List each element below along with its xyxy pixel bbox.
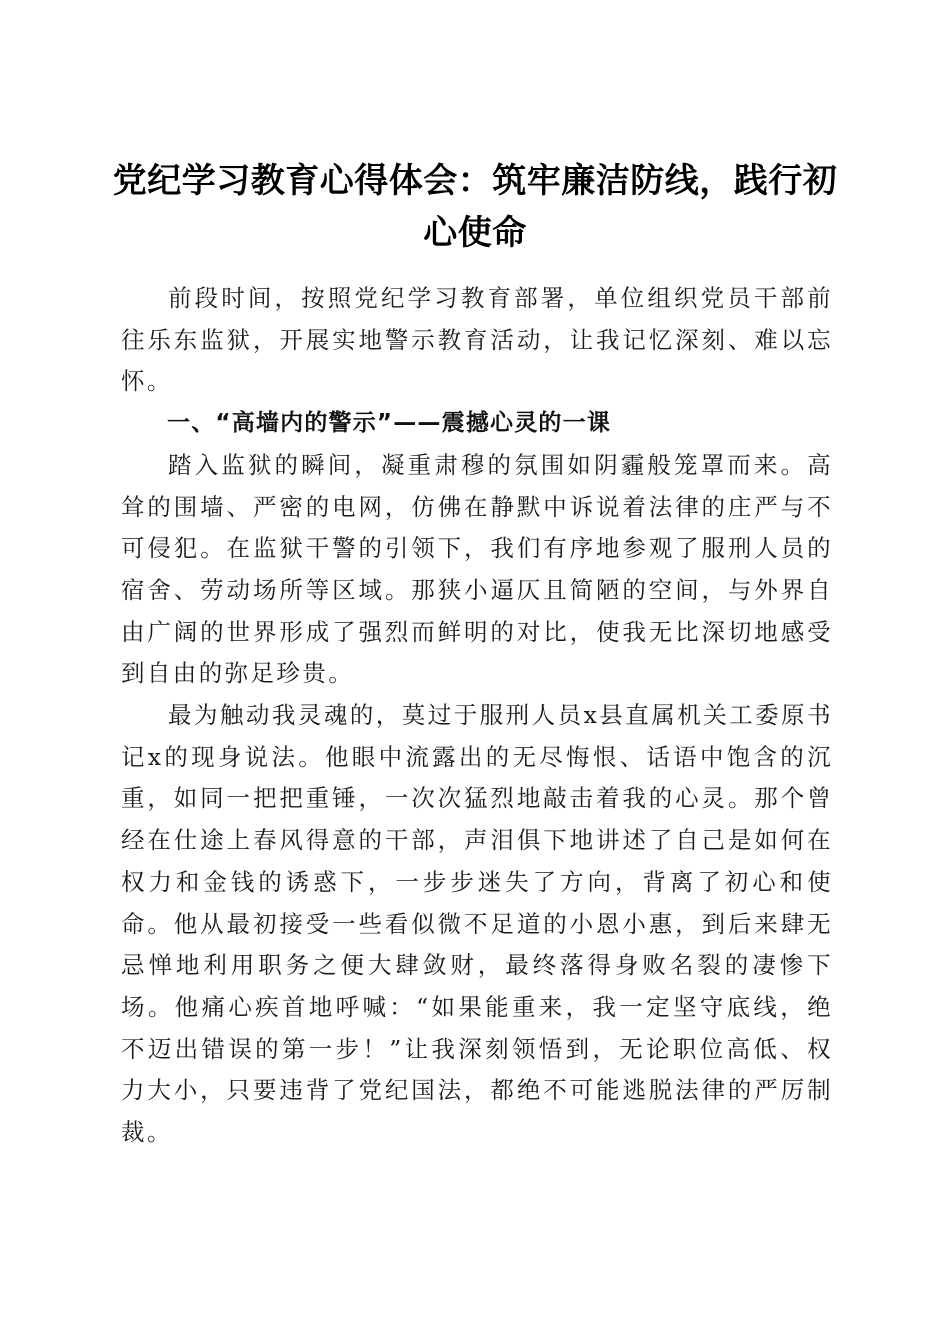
intro-paragraph: 前段时间，按照党纪学习教育部署，单位组织党员干部前往乐东监狱，开展实地警示教育活动，让我记忆深刻、难以忘怀。 (121, 284, 833, 396)
body-paragraph: 踏入监狱的瞬间，凝重肃穆的氛围如阴霾般笼罩而来。高耸的围墙、严密的电网，仿佛在静默中诉说着法律的庄严与不可侵犯。在监狱干警的引领下，我们有序地参观了服刑人员的宿舍、劳动场所等区域。那狭小逼仄且简陋的空间，与外界自由广阔的世界形成了强烈而鲜明的对比，使我无比深切地感受到自由的弥足珍贵。 (121, 450, 833, 688)
section-heading: 一、“高墙内的警示”——震撼心灵的一课 (167, 410, 612, 437)
document-body (121, 278, 833, 1154)
document-title: 党纪学习教育心得体会：筑牢廉洁防线，践行初心使命 (112, 160, 838, 253)
body-paragraph: 最为触动我灵魂的，莫过于服刑人员x县直属机关工委原书记x的现身说法。他眼中流露出的无尽悔恨、话语中饱含的沉重，如同一把把重锤，一次次猛烈地敲击着我的心灵。那个曾经在仕途上春风得意的干部，声泪俱下地讲述了自己是如何在权力和金钱的诱惑下，一步步迷失了方向，背离了初心和使命。他从最初接受一些看似微不足道的小恩小惠，到后来肆无忌惮地利用职务之便大肆敛财，最终落得身败名裂的凄惨下场。他痛心疾首地呼喊：“如果能重来，我一定坚守底线，绝不迈出错误的第一步！”让我深刻领悟到，无论职位高低、权力大小，只要违背了党纪国法，都绝不可能逃脱法律的严厉制裁。 (121, 701, 833, 1147)
